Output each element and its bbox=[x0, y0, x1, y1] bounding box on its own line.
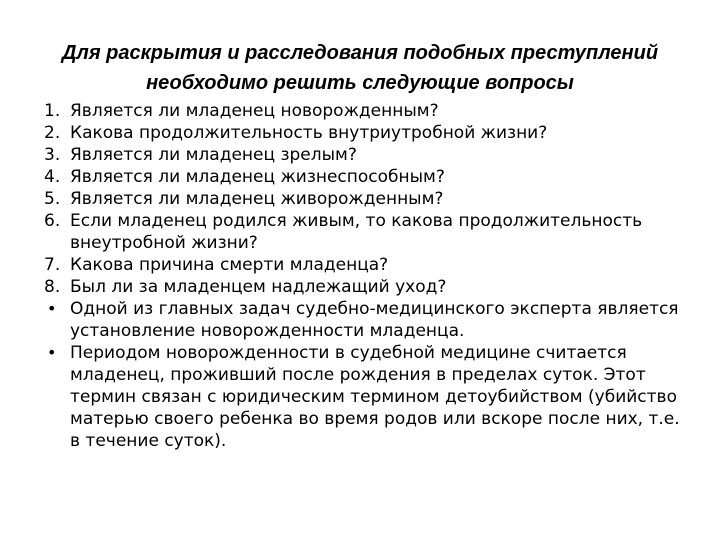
bullet-icon: • bbox=[47, 343, 57, 362]
list-item bbox=[44, 122, 684, 144]
item-text: Если младенец родился живым, то какова продолжительность внеутробной жизни? bbox=[70, 211, 643, 253]
item-text: Какова причина смерти младенца? bbox=[70, 255, 389, 275]
item-text: Является ли младенец новорожденным? bbox=[70, 101, 439, 121]
list-item bbox=[44, 100, 684, 122]
list-item bbox=[44, 166, 684, 188]
item-number: 2. bbox=[44, 123, 61, 143]
item-text: Был ли за младенцем надлежащий уход? bbox=[70, 277, 447, 297]
item-number: 7. bbox=[44, 255, 61, 275]
bullet-icon: • bbox=[47, 299, 57, 318]
list-item bbox=[44, 342, 684, 452]
slide-title-line-1: Для раскрытия и расследования подобных преступлений bbox=[61, 42, 659, 64]
item-text: Одной из главных задач судебно-медицинского эксперта является установление новорожденности младенца. bbox=[70, 299, 679, 341]
list-item bbox=[44, 210, 684, 254]
item-text: Какова продолжительность внутриутробной жизни? bbox=[70, 123, 548, 143]
item-number: 1. bbox=[44, 101, 61, 121]
item-number: 6. bbox=[44, 211, 61, 231]
item-text: Является ли младенец жизнеспособным? bbox=[70, 167, 445, 187]
item-text: Является ли младенец зрелым? bbox=[70, 145, 357, 165]
slide-title-line-2: необходимо решить следующие вопросы bbox=[146, 72, 574, 94]
item-number: 4. bbox=[44, 167, 61, 187]
list-item bbox=[44, 144, 684, 166]
item-number: 5. bbox=[44, 189, 61, 209]
list-item bbox=[44, 254, 684, 276]
question-list bbox=[44, 100, 684, 452]
list-item bbox=[44, 188, 684, 210]
list-item bbox=[44, 276, 684, 298]
item-number: 3. bbox=[44, 145, 61, 165]
list-item bbox=[44, 298, 684, 342]
slide-title bbox=[40, 38, 680, 98]
item-text: Является ли младенец живорожденным? bbox=[70, 189, 444, 209]
item-text: Периодом новорожденности в судебной медицине считается младенец, проживший после рождения в пределах суток. Этот термин связан с юридическим термином детоубийством (убийство матерью своего ребенка во время родов или вскоре после них, т.е. в течение суток). bbox=[70, 343, 680, 451]
item-number: 8. bbox=[44, 277, 61, 297]
